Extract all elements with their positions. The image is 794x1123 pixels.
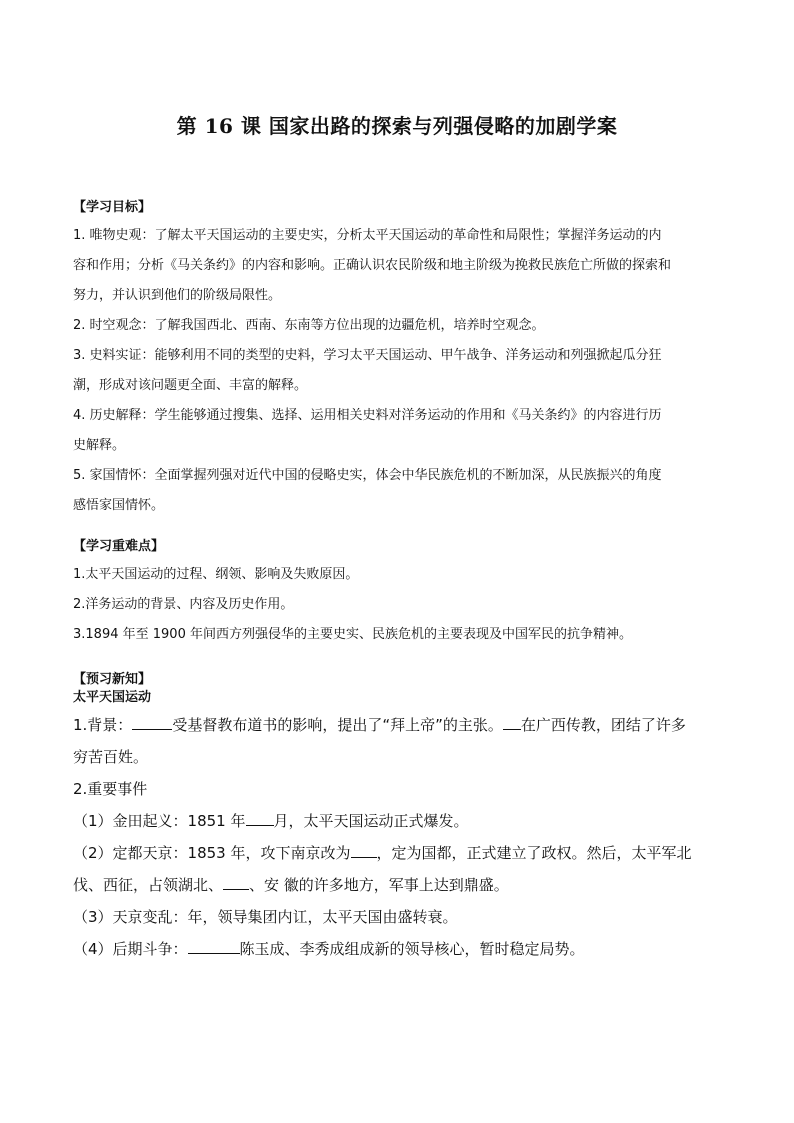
events-label: 2.重要事件 [73,780,148,798]
section-heading-objectives: 【学习目标】 [73,200,152,215]
event-item: （3）天京变乱：年，领导集团内讧，太平天国由盛转衰。 [73,908,458,926]
background-label: 1.背景： [73,716,133,734]
objective-line: 努力，并认识到他们的阶级局限性。 [73,288,282,303]
event-item [73,869,733,901]
background-text: 在广西传教，团结了许多 [520,716,686,734]
event-item [73,933,733,965]
event-item [73,837,733,869]
objective-line: 5. 家国情怀：全面掌握列强对近代中国的侵略史实，体会中华民族危机的不断加深，从民族振兴的角度 [73,468,662,483]
fill-blank[interactable] [246,811,274,826]
objective-line: 1. 唯物史观：了解太平天国运动的主要史实，分析太平天国运动的革命性和局限性；掌握洋务运动的内 [73,228,662,243]
fill-blank[interactable] [351,843,377,858]
document-body [73,196,733,965]
fill-blank[interactable] [223,875,249,890]
objective-line: 容和作用；分析《马关条约》的内容和影响。正确认识农民阶级和地主阶级为挽救民族危亡所做的探索和 [73,258,672,273]
objective-line: 3. 史料实证：能够利用不同的类型的史料，学习太平天国运动、甲午战争、洋务运动和列强掀起瓜分狂 [73,348,662,363]
objective-line: 潮，形成对该问题更全面、丰富的解释。 [73,378,308,393]
keypoint-line: 1.太平天国运动的过程、纲领、影响及失败原因。 [73,567,359,582]
objective-line: 2. 时空观念：了解我国西北、西南、东南等方位出现的边疆危机，培养时空观念。 [73,318,545,333]
fill-blank[interactable] [188,939,240,954]
section-heading-preview: 【预习新知】 [73,672,152,687]
fill-blank[interactable] [503,715,521,730]
background-line [73,709,733,741]
event-text: 伐、西征，占领湖北、 [73,876,224,894]
background-line: 穷苦百姓。 [73,748,149,766]
objective-line: 史解释。 [73,438,126,453]
event-text: 陈玉成、李秀成组成新的领导核心，暂时稳定局势。 [239,940,585,958]
event-text: （1）金田起义：1851 年 [73,812,246,830]
event-text: 月，太平天国运动正式爆发。 [273,812,469,830]
section-heading-keypoints: 【学习重难点】 [73,539,165,554]
subsection-heading: 太平天国运动 [73,690,152,705]
keypoint-line: 2.洋务运动的背景、内容及历史作用。 [73,597,294,612]
event-text: （2）定都天京：1853 年，攻下南京改为 [73,844,351,862]
page-title: 第 16 课 国家出路的探索与列强侵略的加剧学案 [176,114,618,138]
objective-line: 感悟家国情怀。 [73,498,165,513]
event-text: ，定为国都，正式建立了政权。然后，太平军北 [376,844,692,862]
event-item [73,805,733,837]
event-text: 、安 徽的许多地方，军事上达到鼎盛。 [249,876,509,894]
keypoint-line: 3.1894 年至 1900 年间西方列强侵华的主要史实、民族危机的主要表现及中国军民的抗争精神。 [73,627,632,642]
event-text: （4）后期斗争： [73,940,188,958]
fill-blank[interactable] [132,715,172,730]
objective-line: 4. 历史解释：学生能够通过搜集、选择、运用相关史料对洋务运动的作用和《马关条约》的内容进行历 [73,408,662,423]
background-text: 受基督教布道书的影响，提出了“拜上帝”的主张。 [172,716,503,734]
